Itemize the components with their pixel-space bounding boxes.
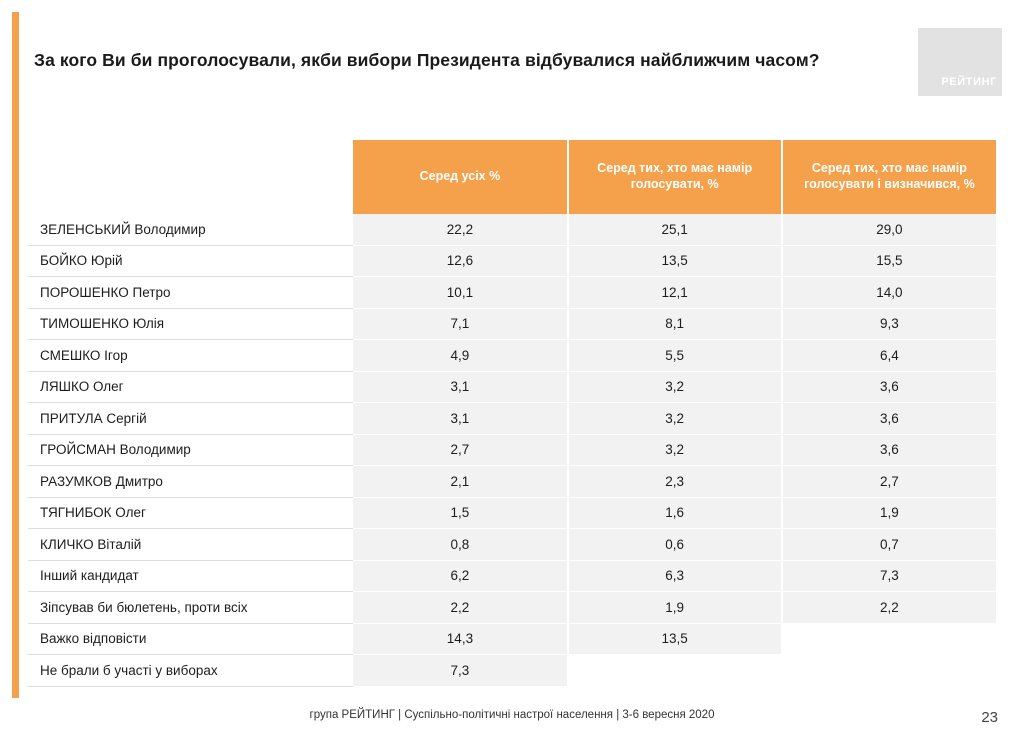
row-value: 3,2 [568,434,782,466]
row-value [568,655,782,687]
row-value: 12,1 [568,277,782,309]
results-table [28,140,996,687]
row-value: 2,3 [568,466,782,498]
table-row [28,308,996,340]
row-value: 2,7 [782,466,996,498]
row-value: 14,3 [353,623,567,655]
column-header-all: Серед усіх % [353,140,567,214]
column-header-intend-and-decided: Серед тих, хто має намір голосувати і визначився, % [782,140,996,214]
rating-logo-label: РЕЙТИНГ [941,76,997,88]
row-label: ПОРОШЕНКО Петро [28,277,353,309]
table-row [28,560,996,592]
table-row [28,277,996,309]
table-row [28,655,996,687]
row-value: 7,3 [353,655,567,687]
row-value: 12,6 [353,245,567,277]
row-label: ЗЕЛЕНСЬКИЙ Володимир [28,214,353,245]
row-label: ТЯГНИБОК Олег [28,497,353,529]
row-value: 4,9 [353,340,567,372]
row-value: 3,2 [568,371,782,403]
table-row [28,340,996,372]
row-label: РАЗУМКОВ Дмитро [28,466,353,498]
row-value: 29,0 [782,214,996,245]
row-value: 7,3 [782,560,996,592]
row-value: 1,6 [568,497,782,529]
row-value: 6,2 [353,560,567,592]
row-label: Не брали б участі у виборах [28,655,353,687]
row-value: 2,7 [353,434,567,466]
row-value: 0,7 [782,529,996,561]
results-table-wrapper [28,140,996,687]
row-value: 1,9 [568,592,782,624]
row-label: ЛЯШКО Олег [28,371,353,403]
column-header-candidate [28,140,353,214]
table-row [28,214,996,245]
left-accent-bar [12,12,19,698]
row-value: 22,2 [353,214,567,245]
row-value: 10,1 [353,277,567,309]
row-value: 3,6 [782,434,996,466]
row-value: 14,0 [782,277,996,309]
row-value: 8,1 [568,308,782,340]
table-header-row [28,140,996,214]
table-row [28,529,996,561]
row-value: 3,6 [782,371,996,403]
row-label: ГРОЙСМАН Володимир [28,434,353,466]
row-value: 1,9 [782,497,996,529]
row-value: 3,1 [353,403,567,435]
table-row [28,466,996,498]
table-row [28,371,996,403]
row-label: БОЙКО Юрій [28,245,353,277]
row-value: 6,3 [568,560,782,592]
table-header [28,140,996,214]
row-value: 0,6 [568,529,782,561]
table-body [28,214,996,686]
row-value: 1,5 [353,497,567,529]
table-row [28,623,996,655]
table-row [28,497,996,529]
row-label: Важко відповісти [28,623,353,655]
row-value: 3,2 [568,403,782,435]
table-row [28,245,996,277]
table-row [28,434,996,466]
row-value [782,623,996,655]
row-value: 2,1 [353,466,567,498]
row-label: ТИМОШЕНКО Юлія [28,308,353,340]
row-value: 25,1 [568,214,782,245]
page-number: 23 [981,709,998,726]
row-label: СМЕШКО Ігор [28,340,353,372]
footer-source: група РЕЙТИНГ | Суспільно-політичні настрої населення | 3-6 вересня 2020 [309,709,715,721]
table-row [28,592,996,624]
row-label: ПРИТУЛА Сергій [28,403,353,435]
page-title: За кого Ви би проголосували, якби вибори Президента відбувалися найближчим часом? [34,50,820,70]
row-value: 2,2 [782,592,996,624]
row-label: Зіпсував би бюлетень, проти всіх [28,592,353,624]
row-label: КЛИЧКО Віталій [28,529,353,561]
row-value: 3,1 [353,371,567,403]
row-value: 15,5 [782,245,996,277]
row-value: 7,1 [353,308,567,340]
row-value: 3,6 [782,403,996,435]
row-value [782,655,996,687]
row-value: 9,3 [782,308,996,340]
table-row [28,403,996,435]
row-value: 5,5 [568,340,782,372]
row-value: 13,5 [568,245,782,277]
column-header-intend-to-vote: Серед тих, хто має намір голосувати, % [568,140,782,214]
row-value: 13,5 [568,623,782,655]
row-value: 0,8 [353,529,567,561]
row-label: Інший кандидат [28,560,353,592]
row-value: 6,4 [782,340,996,372]
row-value: 2,2 [353,592,567,624]
